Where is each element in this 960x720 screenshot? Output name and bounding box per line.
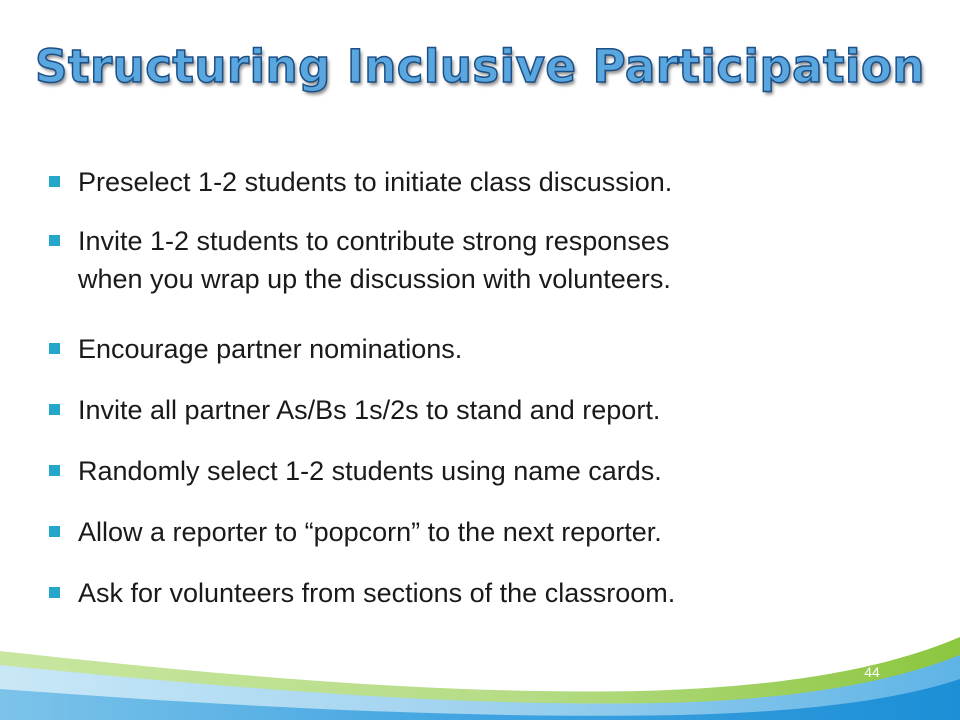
bullet-text: Encourage partner nominations.: [78, 334, 463, 364]
square-bullet-icon: [49, 404, 60, 415]
square-bullet-icon: [49, 587, 60, 598]
square-bullet-icon: [49, 343, 60, 354]
bullet-text: Preselect 1-2 students to initiate class discussion.: [78, 167, 673, 197]
bullet-text: Invite all partner As/Bs 1s/2s to stand and report.: [78, 395, 661, 425]
bullet-text: Invite 1-2 students to contribute strong responses: [78, 226, 670, 256]
bullet-text: Allow a reporter to “popcorn” to the next reporter.: [78, 517, 662, 547]
square-bullet-icon: [49, 235, 60, 246]
square-bullet-icon: [49, 526, 60, 537]
bullet-text: Randomly select 1-2 students using name cards.: [78, 456, 662, 486]
slide-title: Structuring Inclusive Participation: [35, 40, 925, 93]
bullet-text-continuation: when you wrap up the discussion with volunteers.: [78, 264, 671, 294]
page-number: 44: [864, 664, 880, 680]
wave-decoration: [0, 615, 960, 720]
square-bullet-icon: [49, 465, 60, 476]
bullet-text: Ask for volunteers from sections of the classroom.: [78, 578, 676, 608]
square-bullet-icon: [49, 176, 60, 187]
